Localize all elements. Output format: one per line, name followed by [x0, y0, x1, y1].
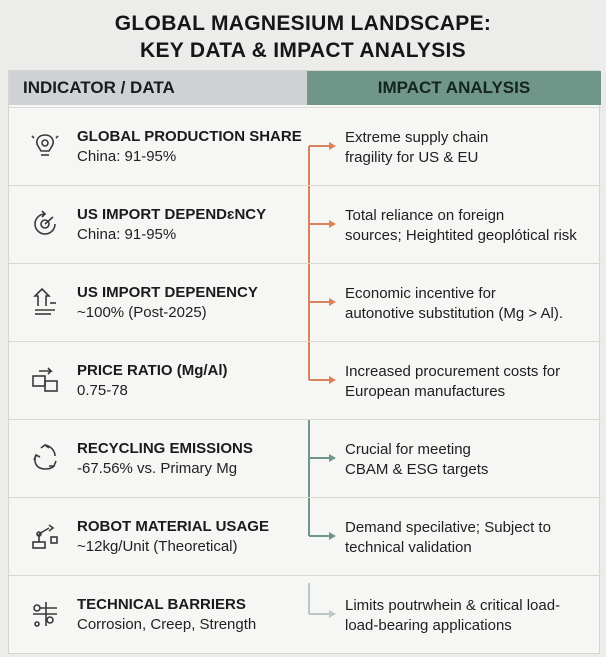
price-ratio-icon — [29, 364, 61, 396]
indicator-value: China: 91-95% — [77, 148, 177, 165]
indicator-title: TECHNICAL BARRIERS — [77, 596, 246, 613]
header-indicator: INDICATOR / DATA — [9, 71, 307, 105]
indicator-value: ~12kg/Unit (Theoretical) — [77, 538, 238, 555]
impact-text — [345, 518, 595, 558]
impact-line-2: load-bearing applications — [345, 617, 512, 634]
impact-line-1: Crucial for meeting — [345, 441, 471, 458]
indicator-title: US IMPORT DEPENENCY — [77, 284, 258, 301]
impact-line-1: Total reliance on foreign — [345, 207, 505, 224]
indicator-value: ~100% (Post-2025) — [77, 304, 207, 321]
impact-line-1: Extreme supply chain — [345, 129, 489, 146]
impact-text — [345, 362, 595, 402]
table-row — [9, 419, 601, 497]
indicator-title: PRICE RATIO (Mg/Al) — [77, 362, 228, 379]
title-line-1: GLOBAL MAGNESIUM LANDSCAPE: — [114, 12, 492, 35]
import-dependency-icon — [29, 208, 61, 240]
impact-line-1: Demand specilative; Subject to — [345, 519, 551, 536]
page-title — [0, 10, 606, 64]
recycling-icon — [29, 442, 61, 474]
indicator-title: GLOBAL PRODUCTION SHARE — [77, 128, 302, 145]
impact-text — [345, 440, 595, 480]
table-row — [9, 497, 601, 575]
table-row — [9, 341, 601, 419]
impact-line-2: European manufactures — [345, 383, 506, 400]
header-impact: IMPACT ANALYSIS — [307, 71, 601, 105]
impact-line-1: Increased procurement costs for — [345, 363, 561, 380]
table-row — [9, 185, 601, 263]
indicator-value: 0.75-78 — [77, 382, 128, 399]
title-line-2: KEY DATA & IMPACT ANALYSIS — [140, 39, 466, 62]
indicator-value: -67.56% vs. Primary Mg — [77, 460, 238, 477]
impact-line-2: CBAM & ESG targets — [345, 461, 489, 478]
impact-line-2: fragility for US & EU — [345, 149, 479, 166]
impact-text — [345, 596, 595, 636]
production-share-icon — [29, 130, 61, 162]
table-row — [9, 575, 601, 653]
robot-arm-icon — [29, 520, 61, 552]
technical-barrier-icon — [29, 598, 61, 630]
indicator-value: China: 91-95% — [77, 226, 177, 243]
impact-text — [345, 206, 595, 246]
impact-line-2: sources; Heightited geoplótical risk — [345, 227, 577, 244]
impact-text — [345, 128, 595, 168]
indicator-title: ROBOT MATERIAL USAGE — [77, 518, 269, 535]
table-row — [9, 263, 601, 341]
analysis-table — [8, 70, 600, 654]
indicator-value: Corrosion, Creep, Strength — [77, 616, 257, 633]
impact-line-2: autonotive substitution (Mg > Al). — [345, 305, 564, 322]
impact-line-1: Limits poutrwhein & critical load- — [345, 597, 561, 614]
import-trend-icon — [29, 286, 61, 318]
indicator-title: RECYCLING EMISSIONS — [77, 440, 253, 457]
impact-text — [345, 284, 595, 324]
indicator-title: US IMPORT DEPENDɛNCY — [77, 206, 267, 223]
table-row — [9, 107, 601, 185]
impact-line-2: technical validation — [345, 539, 472, 556]
impact-line-1: Economic incentive for — [345, 285, 496, 302]
